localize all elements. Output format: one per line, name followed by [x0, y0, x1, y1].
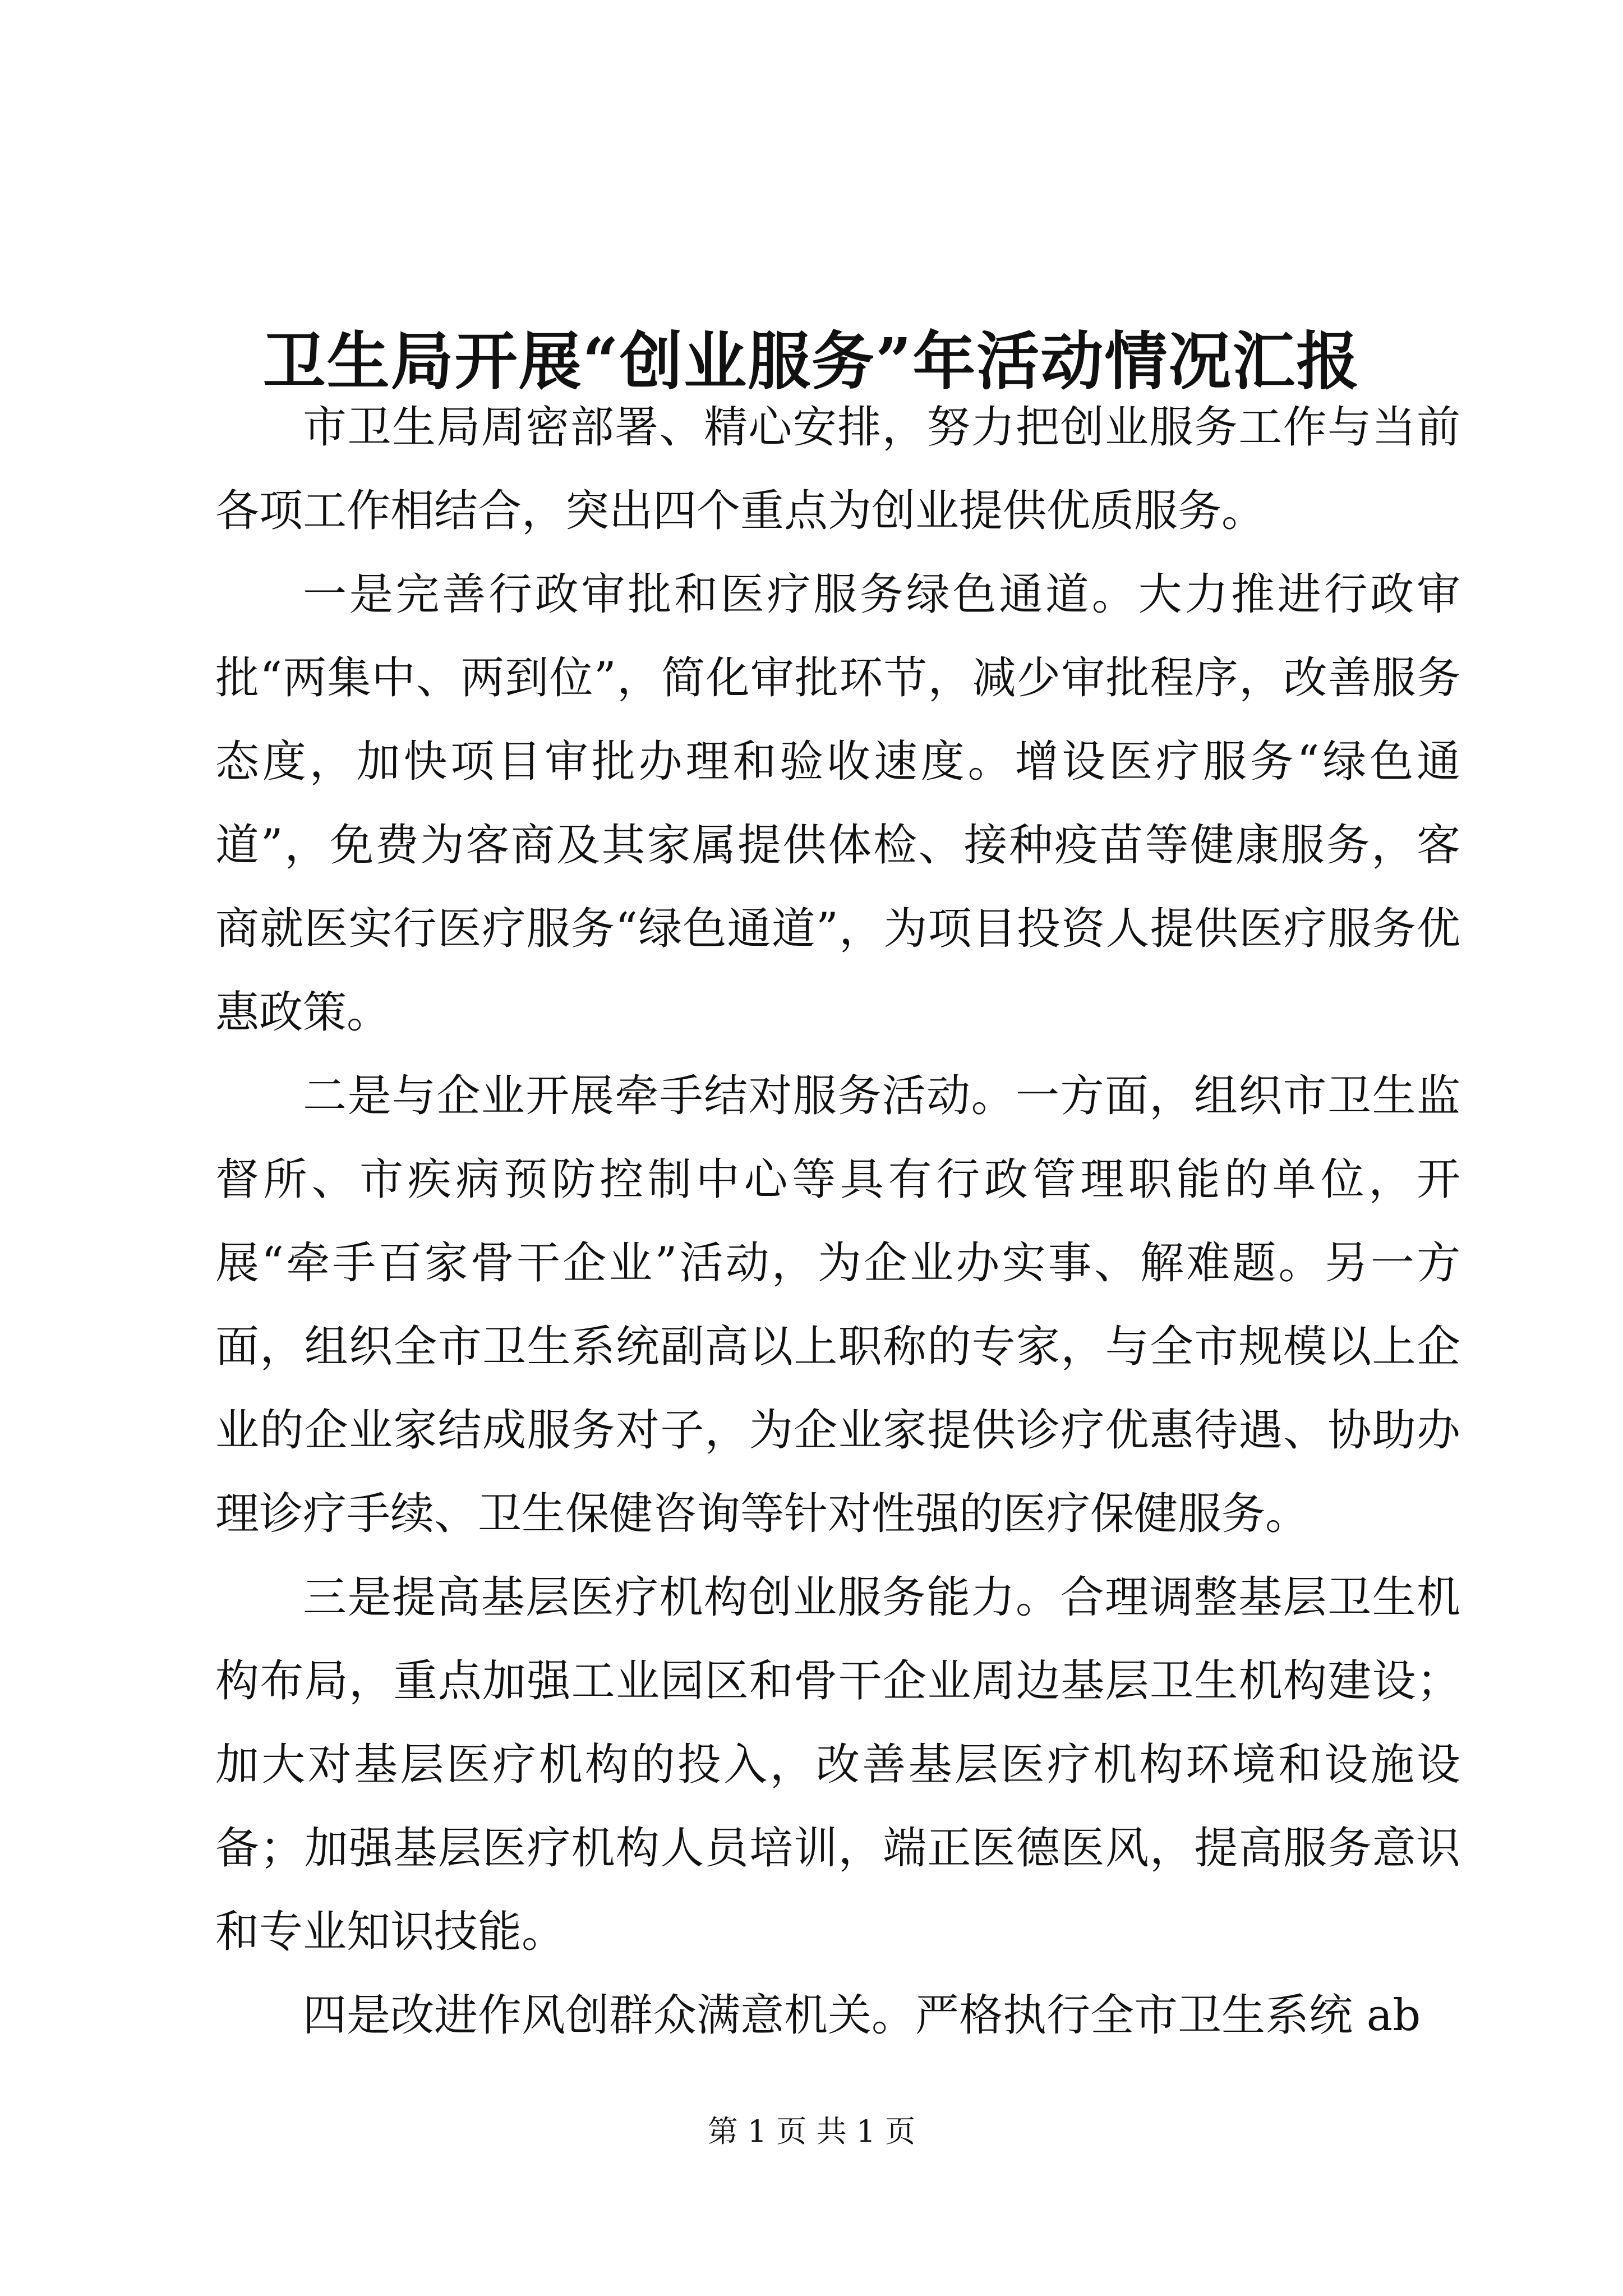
paragraph-point-one: 一是完善行政审批和医疗服务绿色通道。大力推进行政审批“两集中、两到位”，简化审批环节，减少审批程序，改善服务态度，加快项目审批办理和验收速度。增设医疗服务“绿色通道”，免费为客商及其家属提供体检、接种疫苗等健康服务，客商就医实行医疗服务“绿色通道”，为项目投资人提供医疗服务优惠政策。 [215, 569, 1460, 1038]
paragraph-intro: 市卫生局周密部署、精心安排，努力把创业服务工作与当前各项工作相结合，突出四个重点为创业提供优质服务。 [215, 402, 1460, 536]
paragraph-point-four: 四是改进作风创群众满意机关。严格执行全市卫生系统 ab [303, 1990, 1421, 2041]
page-footer: 第 1 页 共 1 页 [707, 2114, 916, 2149]
document-body [215, 386, 1460, 2058]
paragraph-point-two: 二是与企业开展牵手结对服务活动。一方面，组织市卫生监督所、市疾病预防控制中心等具有行政管理职能的单位，开展“牵手百家骨干企业”活动，为企业办实事、解难题。另一方面，组织全市卫生系统副高以上职称的专家，与全市规模以上企业的企业家结成服务对子，为企业家提供诊疗优惠待遇、协助办理诊疗手续、卫生保健咨询等针对性强的医疗保健服务。 [215, 1071, 1460, 1539]
paragraph-point-three: 三是提高基层医疗机构创业服务能力。合理调整基层卫生机构布局，重点加强工业园区和骨干企业周边基层卫生机构建设；加大对基层医疗机构的投入，改善基层医疗机构环境和设施设备；加强基层医疗机构人员培训，端正医德医风，提高服务意识和专业知识技能。 [215, 1572, 1460, 1957]
document-title: 卫生局开展“创业服务”年活动情况汇报 [262, 325, 1361, 399]
